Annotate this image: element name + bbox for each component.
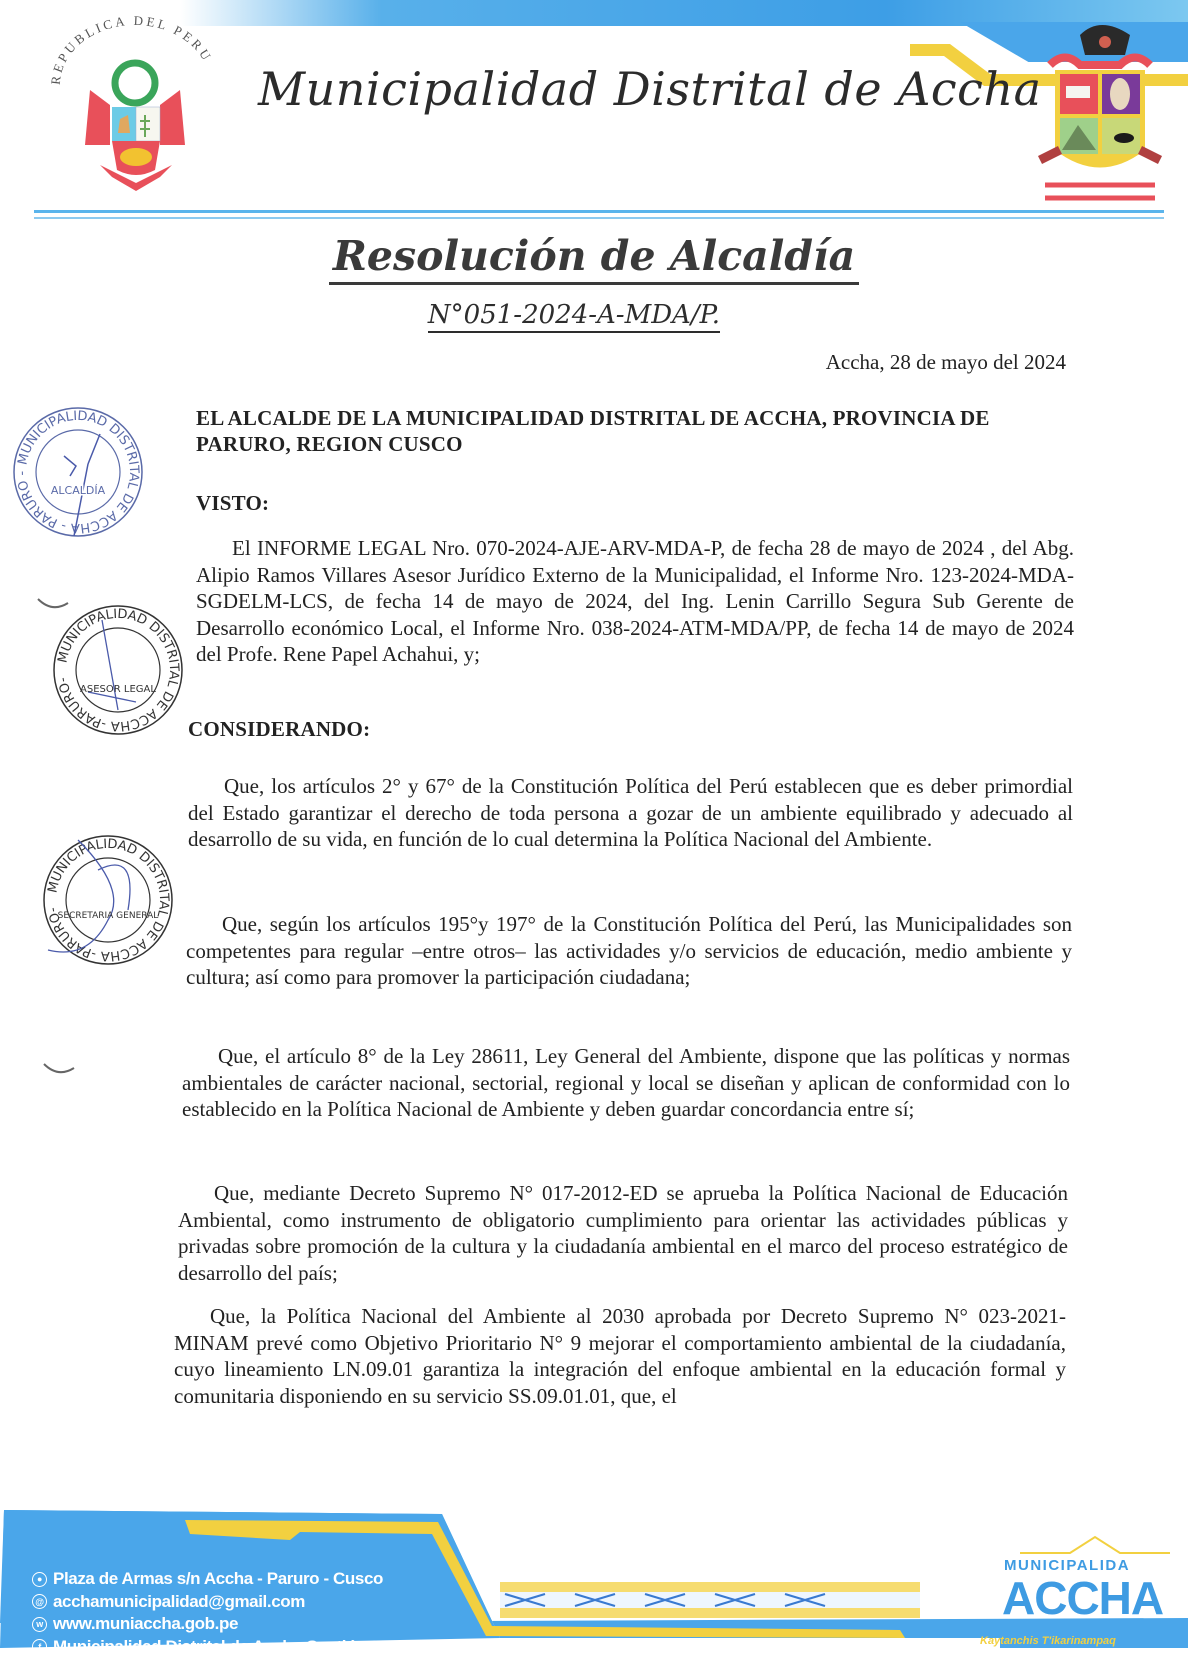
resolution-number-wrap bbox=[0, 300, 1188, 333]
building-outline-icon bbox=[1020, 1535, 1170, 1559]
considerando-heading: CONSIDERANDO: bbox=[188, 717, 371, 741]
footer-address-row bbox=[32, 1568, 448, 1591]
stamp-ring-text: MUNICIPALIDAD DISTRITAL DE ACCHA -PARURO- bbox=[55, 606, 182, 734]
email-icon: @ bbox=[32, 1594, 47, 1609]
svg-text:REPUBLICA DEL PERU bbox=[48, 15, 216, 85]
footer-email[interactable]: acchamunicipalidad@gmail.com bbox=[53, 1591, 305, 1611]
considerando-paragraph bbox=[178, 1180, 1068, 1286]
authority-heading: EL ALCALDE DE LA MUNICIPALIDAD DISTRITAL DE ACCHA, PROVINCIA DE PARURO, REGION CUSCO bbox=[196, 406, 990, 456]
resolution-number: N°051-2024-A-MDA/P. bbox=[428, 300, 720, 333]
svg-text:MUNICIPALIDAD DISTRITAL DE ACC bbox=[45, 837, 171, 963]
paragraph-text: Que, según los artículos 195°y 197° de la Constitución Política del Perú, las Municipalidades son competentes para regular –entre otros– las actividades y/o servicios de educación, medio ambiente y cultura; así como para promover la participación ciudadana; bbox=[186, 912, 1072, 989]
secretaria-general-stamp bbox=[38, 830, 178, 970]
considerando-paragraph bbox=[182, 1043, 1070, 1123]
web-icon: w bbox=[32, 1617, 47, 1632]
resolution-title: Resolución de Alcaldía bbox=[329, 232, 859, 285]
stamp-center-text: SECRETARIA GENERAL bbox=[57, 911, 159, 921]
brand-big-text: ACCHA bbox=[1002, 1572, 1164, 1624]
municipality-title: Municipalidad Distrital de Accha bbox=[258, 62, 1042, 116]
footer-address: Plaza de Armas s/n Accha - Paruro - Cusco bbox=[53, 1569, 384, 1588]
header-divider bbox=[34, 210, 1164, 213]
stamp-ring-text: MUNICIPALIDAD DISTRITAL DE ACCHA -PARURO- bbox=[45, 836, 172, 964]
svg-text:MUNICIPALIDAD DISTRITAL DE ACC bbox=[55, 607, 181, 733]
brand-small-text: MUNICIPALIDA bbox=[1004, 1557, 1131, 1574]
footer-contact-info bbox=[32, 1568, 448, 1658]
footer-facebook-row[interactable] bbox=[32, 1636, 448, 1659]
footer-website[interactable]: www.muniaccha.gob.pe bbox=[53, 1614, 239, 1633]
considerando-paragraph bbox=[188, 773, 1073, 853]
accha-brand-logo bbox=[980, 1535, 1188, 1655]
crest-legend-text: REPUBLICA DEL PERU bbox=[47, 15, 216, 86]
footer-facebook[interactable]: Municipalidad Distrital de Accha Gestión 2023-2026 bbox=[53, 1636, 449, 1656]
visto-text: El INFORME LEGAL Nro. 070-2024-AJE-ARV-MDA-P, de fecha 28 de mayo de 2024 , del Abg. Alipio Ramos Villares Asesor Jurídico Externo de la Municipalidad, el Informe Nro. 123-2024-MDA-SGDELM-LCS, de fecha 14 de mayo de 2024, del Ing. Lenin Carrillo Segura Sub Gerente de Desarrollo económico Local, el Informe Nro. 038-2024-ATM-MDA/PP, de fecha 14 de mayo de 2024 del Profe. Rene Papel Achahui, y; bbox=[196, 536, 1074, 666]
footer-website-row[interactable] bbox=[32, 1613, 448, 1636]
paragraph-text: Que, mediante Decreto Supremo N° 017-2012-ED se aprueba la Política Nacional de Educación Ambiental, como instrumento de obligatorio cumplimiento para orientar las actividades públicas y privadas sobre promoción de la cultura y la ciudadanía ambiental en el marco del proceso estratégico de desarrollo del país; bbox=[178, 1181, 1068, 1285]
paragraph-text: Que, los artículos 2° y 67° de la Constitución Política del Perú establecen que es deber primordial del Estado garantizar el derecho de toda persona a gozar de un ambiente equilibrado y adecuado al desarrollo de su vida, en función de lo cual determina la Política Nacional del Ambiente. bbox=[188, 774, 1073, 851]
paragraph-text: Que, el artículo 8° de la Ley 28611, Ley General del Ambiente, dispone que las políticas y normas ambientales de carácter nacional, sectorial, regional y local se diseñan y aplican de conformidad con lo establecido en la Política Nacional de Ambiente y deben guardar concordancia entre sí; bbox=[182, 1044, 1070, 1121]
stamp-center-text: ASESOR LEGAL bbox=[80, 684, 156, 695]
accha-coat-of-arms-logo bbox=[1020, 10, 1180, 210]
punch-hole-mark bbox=[40, 1060, 80, 1080]
location-icon: ● bbox=[32, 1572, 47, 1587]
paragraph-text: Que, la Política Nacional del Ambiente al 2030 aprobada por Decreto Supremo N° 023-2021-MINAM prevé como Objetivo Prioritario N° 9 mejorar el comportamiento ambiental de la ciudadanía, cuyo lineamiento LN.09.01 garantiza la integración del enfoque ambiental en la educación formal y comunitaria disponiendo en su servicio SS.09.01.01, que, el bbox=[174, 1304, 1066, 1408]
peru-coat-of-arms-logo bbox=[40, 15, 230, 195]
stamp-center-text: ALCALDÍA bbox=[50, 484, 106, 497]
considerando-paragraph bbox=[186, 911, 1072, 991]
resolution-date: Accha, 28 de mayo del 2024 bbox=[825, 350, 1066, 374]
alcaldia-stamp bbox=[8, 402, 148, 542]
footer-email-row[interactable] bbox=[32, 1591, 448, 1614]
resolution-title-wrap bbox=[0, 232, 1188, 285]
punch-hole-mark bbox=[34, 595, 74, 615]
facebook-icon: f bbox=[32, 1639, 47, 1654]
asesor-legal-stamp bbox=[48, 600, 188, 740]
header-divider-secondary bbox=[34, 217, 1164, 219]
visto-heading: VISTO: bbox=[196, 491, 270, 515]
considerando-paragraph bbox=[174, 1303, 1066, 1409]
brand-slogan: Kaytanchis T'ikarinampaq bbox=[980, 1635, 1116, 1647]
stamp-ring-text: MUNICIPALIDAD DISTRITAL DE ACCHA - PARURO - bbox=[14, 408, 142, 536]
visto-paragraph bbox=[196, 535, 1074, 668]
